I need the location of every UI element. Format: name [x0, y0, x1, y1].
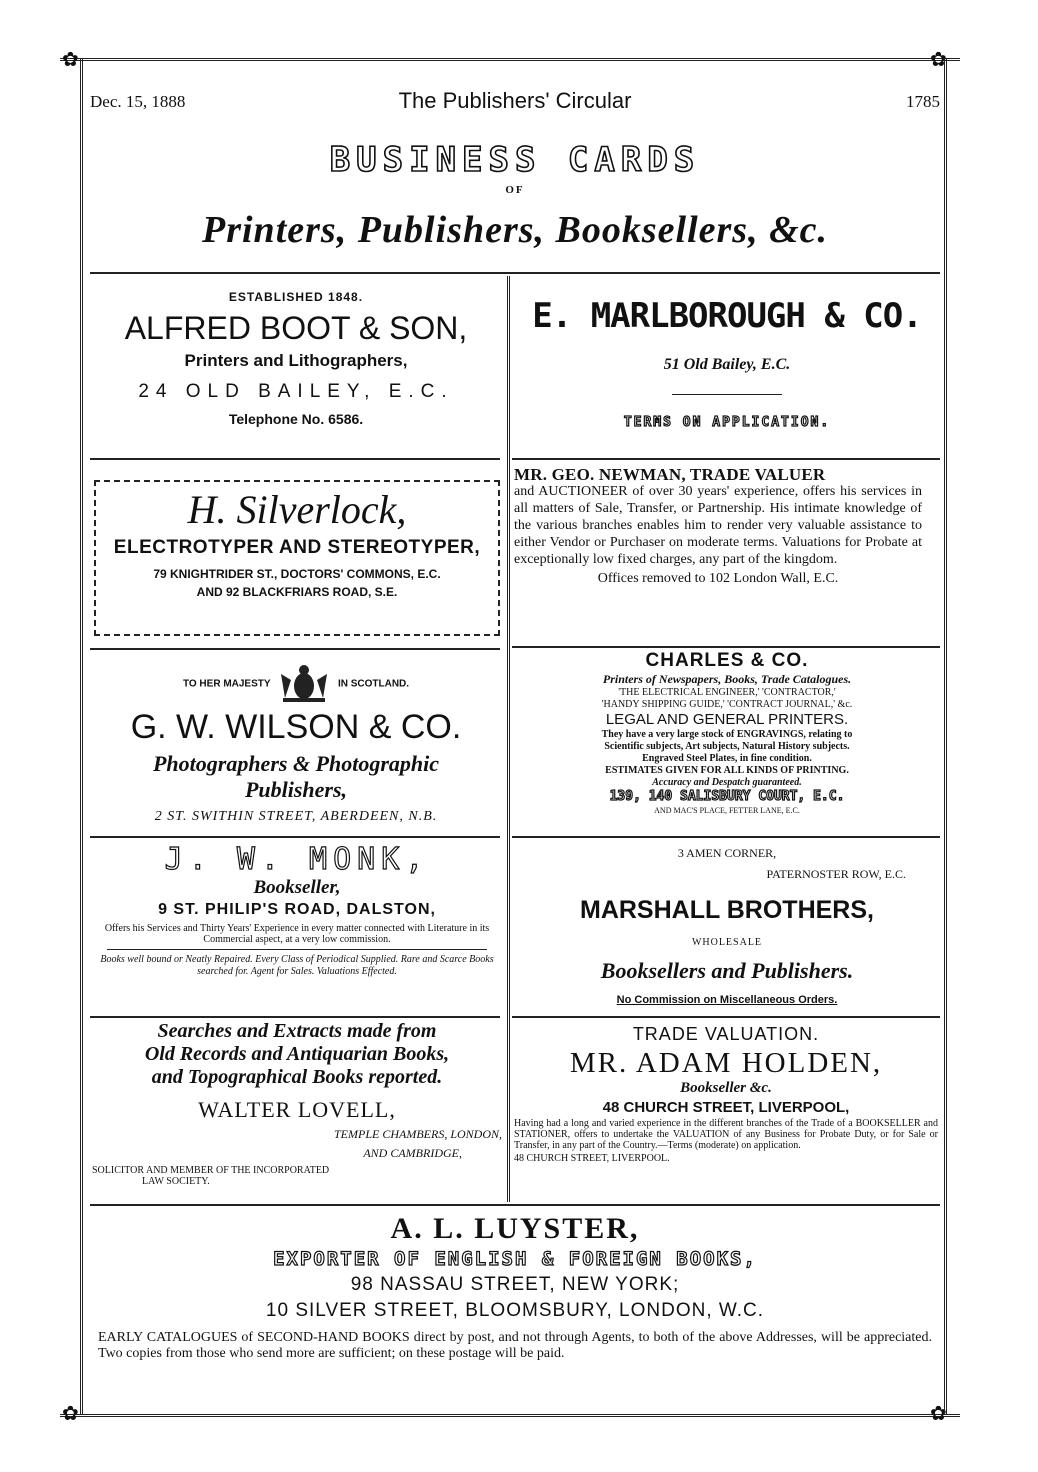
divider	[512, 646, 940, 648]
footer-address: 48 CHURCH STREET, LIVERPOOL.	[514, 1153, 670, 1164]
address-line2: PATERNOSTER ROW, E.C.	[766, 867, 906, 881]
line1: Printers of Newspapers, Books, Trade Catalogues.	[602, 672, 852, 686]
ad-alfred-boot	[90, 290, 502, 427]
line5: They have a very large stock of ENGRAVINGS, relating to	[601, 729, 853, 740]
issue-date: Dec. 15, 1888	[90, 92, 186, 111]
name: WALTER LOVELL,	[198, 1097, 396, 1122]
section-of: OF	[505, 184, 525, 196]
firm-name: ALFRED BOOT & SON,	[124, 310, 468, 346]
address-line2: AND CAMBRIDGE,	[363, 1146, 462, 1160]
line8: ESTIMATES GIVEN FOR ALL KINDS OF PRINTING.	[605, 765, 849, 776]
corner-ornament-icon: ✿	[62, 1403, 79, 1425]
divider	[90, 1204, 940, 1206]
established: ESTABLISHED 1848.	[228, 290, 364, 304]
divider	[90, 458, 500, 460]
ad-marshall	[512, 846, 942, 1006]
page-number: 1785	[906, 92, 940, 111]
address: 9 ST. PHILIP'S ROAD, DALSTON,	[158, 901, 436, 918]
firm-name: CHARLES & CO.	[645, 650, 809, 671]
body-text: and AUCTIONEER of over 30 years' experience, offers his services in all matters of Sale, Transfer, or Partnership. His intimate knowledge of the various branches enables him to render very valuable assistance to either Vendor or Purchaser on moderate terms. Valuations for Probate at exceptionally low fixed charges, any part of the kingdom.	[514, 484, 922, 567]
address-line2: 10 SILVER STREET, BLOOMSBURY, LONDON, W.C.	[265, 1300, 765, 1321]
trade: Printers and Lithographers,	[184, 351, 408, 370]
line1: Searches and Extracts made from	[157, 1020, 437, 1042]
divider	[90, 272, 940, 274]
address-line1: 3 AMEN CORNER,	[677, 846, 777, 860]
trade: Bookseller &c.	[680, 1080, 772, 1096]
line11: AND MAC'S PLACE, FETTER LANE, E.C.	[654, 806, 800, 815]
firm-name: G. W. WILSON & CO.	[130, 708, 462, 746]
short-rule	[672, 394, 782, 395]
right-border	[944, 58, 947, 1414]
ad-monk	[92, 842, 502, 978]
line10: 139, 140 SALISBURY COURT, E.C.	[609, 789, 845, 804]
section-subtitle: Printers, Publishers, Booksellers, &c.	[202, 209, 828, 251]
divider	[90, 1016, 500, 1018]
royal-right: IN SCOTLAND.	[337, 678, 410, 690]
trade: ELECTROTYPER AND STEREOTYPER,	[113, 537, 481, 558]
line2: Old Records and Antiquarian Books,	[144, 1043, 450, 1065]
line9: Accuracy and Despatch guaranteed.	[652, 777, 802, 788]
royal-left: TO HER MAJESTY	[182, 678, 271, 690]
address-line2: AND 92 BLACKFRIARS ROAD, S.E.	[196, 585, 398, 599]
corner-ornament-icon: ✿	[930, 1403, 947, 1425]
ad-charles	[512, 650, 942, 817]
trade: EXPORTER OF ENGLISH & FOREIGN BOOKS,	[273, 1248, 757, 1270]
address: 2 ST. SWITHIN STREET, ABERDEEN, N.B.	[154, 809, 438, 824]
headline: MR. GEO. NEWMAN, TRADE VALUER	[514, 465, 826, 484]
firm-name: E. MARLBOROUGH & CO.	[532, 296, 922, 336]
body-text: Offers his Services and Thirty Years' Experience in every matter connected with Literature in its Commercial aspect, at a very low commission.	[104, 923, 490, 945]
corner-ornament-icon: ✿	[930, 49, 947, 71]
divider	[90, 648, 500, 650]
note: No Commission on Miscellaneous Orders.	[616, 994, 838, 1006]
line2: 'THE ELECTRICAL ENGINEER,' 'CONTRACTOR,'	[618, 687, 836, 698]
trade: Bookseller,	[253, 877, 341, 898]
firm-name: J. W. MONK,	[164, 842, 430, 877]
line4: LEGAL AND GENERAL PRINTERS.	[605, 711, 849, 728]
role-line1: SOLICITOR AND MEMBER OF THE INCORPORATED	[92, 1165, 330, 1176]
ad-holden	[514, 1024, 938, 1164]
line7: Engraved Steel Plates, in fine condition.	[642, 753, 812, 764]
body-text: EARLY CATALOGUES of SECOND-HAND BOOKS direct by post, and not through Agents, to both of the above Addresses, will be appreciated. Two copies from those who send more are sufficient; on these postage will be paid.	[98, 1330, 932, 1361]
headline: TRADE VALUATION.	[632, 1024, 820, 1044]
address-line1: 79 KNIGHTRIDER ST., DOCTORS' COMMONS, E.C.	[153, 567, 441, 581]
top-border-rule	[60, 58, 960, 61]
address-line1: 98 NASSAU STREET, NEW YORK;	[350, 1274, 680, 1295]
divider	[512, 458, 940, 460]
firm-name: A. L. LUYSTER,	[390, 1212, 640, 1245]
terms: TERMS ON APPLICATION.	[623, 415, 831, 430]
address-line1: TEMPLE CHAMBERS, LONDON,	[334, 1127, 502, 1141]
bottom-border-rule	[60, 1414, 960, 1417]
ad-silverlock	[94, 480, 500, 636]
line3: and Topographical Books reported.	[151, 1066, 443, 1088]
office-note: Offices removed to 102 London Wall, E.C.	[597, 571, 839, 586]
note: Books well bound or Neatly Repaired. Every Class of Periodical Supplied. Rare and Scarce Books searched for. Agent for Sales. Valuations Effected.	[100, 954, 494, 977]
telephone: Telephone No. 6586.	[228, 411, 364, 427]
body-text: Having had a long and varied experience in the different branches of the Trade of a BOOKSELLER and STATIONER, offers to undertake the VALUATION of any Business for Probate Duty, or for Sale or Transfer, in any part of the Country.—Terms (moderate) on application.	[514, 1118, 938, 1151]
journal-title: The Publishers' Circular	[398, 88, 632, 113]
trade-line1: Photographers & Photographic	[152, 751, 440, 776]
wholesale: WHOLESALE	[691, 937, 763, 948]
divider	[90, 836, 500, 838]
ad-lovell	[92, 1020, 502, 1187]
address: 24 OLD BAILEY, E.C.	[138, 381, 454, 402]
column-divider	[507, 276, 510, 1202]
royal-arms-icon	[273, 664, 335, 704]
short-rule	[107, 949, 487, 950]
trade-line2: Publishers,	[244, 777, 348, 802]
ad-luyster	[90, 1212, 940, 1362]
address: 48 CHURCH STREET, LIVERPOOL,	[602, 1099, 850, 1116]
trade: Booksellers and Publishers.	[600, 958, 854, 983]
divider	[512, 836, 940, 838]
line3: 'HANDY SHIPPING GUIDE,' 'CONTRACT JOURNAL,' &c.	[601, 699, 853, 710]
line6: Scientific subjects, Art subjects, Natural History subjects.	[604, 741, 850, 752]
role-line2: LAW SOCIETY.	[142, 1176, 210, 1187]
left-border	[80, 58, 83, 1414]
section-title: BUSINESS CARDS	[329, 140, 701, 180]
firm-name: MARSHALL BROTHERS,	[580, 896, 874, 924]
ad-newman	[514, 466, 922, 587]
ad-wilson	[90, 664, 502, 825]
corner-ornament-icon: ✿	[62, 49, 79, 71]
ad-marlborough	[512, 296, 942, 430]
firm-name: H. Silverlock,	[187, 487, 407, 532]
address: 51 Old Bailey, E.C.	[663, 356, 791, 373]
divider	[512, 1016, 940, 1018]
name: MR. ADAM HOLDEN,	[569, 1047, 883, 1079]
